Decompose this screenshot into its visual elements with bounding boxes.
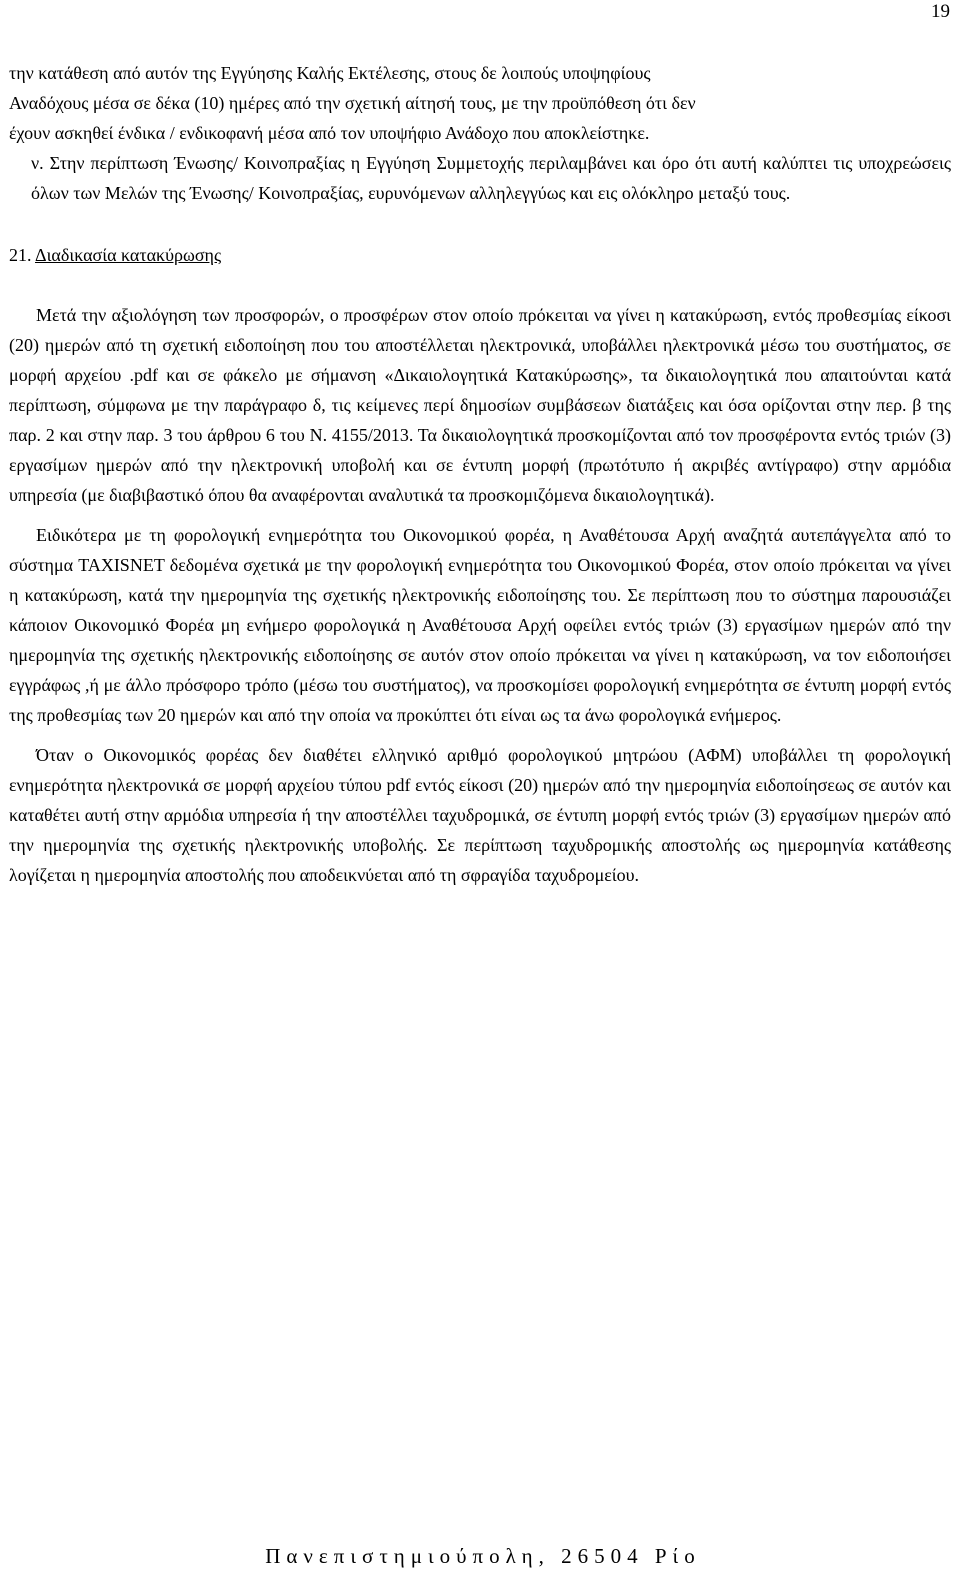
list-marker: ν.: [31, 153, 44, 173]
paragraph: Μετά την αξιολόγηση των προσφορών, ο προσφέρων στον οποίο πρόκειται να γίνει η κατακύρωση, εντός προθεσμίας είκοσι (20) ημερών από τη σχετική ειδοποίηση που του αποστέλλεται ηλεκτρονικά, υποβάλλει ηλεκτρονικά μέσω του συστήματος, σε μορφή αρχείου .pdf και σε φάκελο με σήμανση «Δικαιολογητικά Κατακύρωσης», τα δικαιολογητικά που απαιτούνται κατά περίπτωση, σύμφωνα με την παράγραφο δ, τις κείμενες περί δημοσίων συμβάσεων διατάξεις και όσα ορίζονται στην περ. β της παρ. 2 και στην παρ. 3 του άρθρου 6 του Ν. 4155/2013. Τα δικαιολογητικά προσκομίζονται από τον προσφέροντα εντός τριών (3) εργασίμων ημερών από την ηλεκτρονική υποβολή και σε έντυπη μορφή (πρωτότυπο ή ακριβές αντίγραφο) στην αρμόδια υπηρεσία (με διαβιβαστικό όπου θα αναφέρονται αναλυτικά τα προσκομιζόμενα δικαιολογητικά).: [9, 305, 951, 505]
intro-line: Αναδόχους μέσα σε δέκα (10) ημέρες από την σχετική αίτησή τους, με την προϋπόθεση ότι δεν: [9, 93, 696, 113]
section-number: 21.: [9, 245, 32, 265]
paragraph: Ειδικότερα με τη φορολογική ενημερότητα του Οικονομικού φορέα, η Αναθέτουσα Αρχή αναζητά αυτεπάγγελτα από το σύστημα TAXISNET δεδομένα σχετικά με την φορολογική ενημερότητα του Οικονομικού Φορέα, στον οποίο πρόκειται να γίνει η κατακύρωση, κατά την ημερομηνία της σχετικής ηλεκτρονικής ειδοποίησης του. Σε περίπτωση που το σύστημα παρουσιάζει κάποιον Οικονομικό Φορέα μη ενήμερο φορολογικά η Αναθέτουσα Αρχή οφείλει εντός τριών (3) εργασίμων ημερών από την ημερομηνία της σχετικής ηλεκτρονικής ειδοποίησης σε αυτόν στον οποίο πρόκειται να γίνει η κατακύρωση, να τον ειδοποιήσει εγγράφως ,ή με άλλο πρόσφορο τρόπο (μέσω του συστήματος), να προσκομίσει φορολογική ενημερότητα σε έντυπη μορφή εντός της προθεσμίας των 20 ημερών και από την οποία να προκύπτει ότι είναι ως τα άνω φορολογικά ενήμερος.: [9, 525, 951, 725]
intro-line: έχουν ασκηθεί ένδικα / ενδικοφανή μέσα από τον υποψήφιο Ανάδοχο που αποκλείστηκε.: [9, 123, 650, 143]
document-body: [9, 58, 951, 890]
section-heading: [9, 240, 951, 270]
page-footer: Πανεπιστημιούπολη, 26504 Ρίο: [265, 1544, 701, 1568]
section-title: Διαδικασία κατακύρωσης: [35, 245, 222, 265]
list-item-text: Στην περίπτωση Ένωσης/ Κοινοπραξίας η Εγγύηση Συμμετοχής περιλαμβάνει και όρο ότι αυτή καλύπτει τις υποχρεώσεις όλων των Μελών της Ένωσης/ Κοινοπραξίας, ευρυνόμενων αλληλεγγύως και εις ολόκληρο μεταξύ τους.: [31, 153, 951, 203]
intro-line: την κατάθεση από αυτόν της Εγγύησης Καλής Εκτέλεσης, στους δε λοιπούς υποψηφίους: [9, 63, 651, 83]
page-number: 19: [931, 1, 950, 22]
paragraph: Όταν ο Οικονομικός φορέας δεν διαθέτει ελληνικό αριθμό φορολογικού μητρώου (ΑΦΜ) υποβάλλει τη φορολογική ενημερότητα ηλεκτρονικά σε μορφή αρχείου τύπου pdf εντός είκοσι (20) ημερών από την ημερομηνία ειδοποίησεως σε αυτόν και καταθέτει αυτή στην αρμόδια υπηρεσία ή την αποστέλλει ταχυδρομικά, σε έντυπη μορφή εντός τριών (3) εργασίμων ημερών από την ημερομηνία της σχετικής ηλεκτρονικής υποβολής. Σε περίπτωση ταχυδρομικής αποστολής ως ημερομηνία κατάθεσης λογίζεται η ημερομηνία αποστολής που αποδεικνύεται από τη σφραγίδα ταχυδρομείου.: [9, 745, 951, 885]
list-item-v: [9, 148, 951, 208]
